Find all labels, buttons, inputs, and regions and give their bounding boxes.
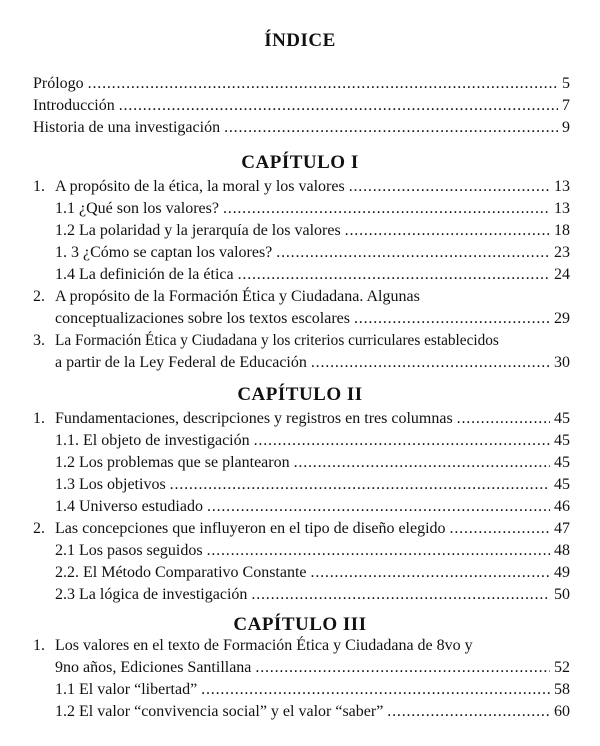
entry-label: 2.3 La lógica de investigación bbox=[55, 586, 248, 603]
toc-entry bbox=[0, 518, 600, 540]
leader-dots bbox=[311, 352, 550, 374]
leader-dots bbox=[450, 518, 550, 540]
toc-entry bbox=[0, 308, 600, 330]
toc-entry bbox=[0, 584, 600, 606]
entry-label: A propósito de la ética, la moral y los valores bbox=[55, 178, 345, 195]
toc-entry bbox=[0, 562, 600, 584]
toc-entry bbox=[0, 352, 600, 374]
leader-dots bbox=[223, 198, 550, 220]
toc-entry bbox=[0, 176, 600, 198]
entry-number: 1. bbox=[33, 637, 45, 654]
page-number: 47 bbox=[554, 520, 570, 537]
leader-dots bbox=[345, 220, 550, 242]
entry-label: Fundamentaciones, descripciones y registros en tres columnas bbox=[55, 410, 453, 427]
leader-dots bbox=[224, 117, 558, 139]
toc-entry-line bbox=[0, 286, 600, 308]
leader-dots bbox=[294, 452, 550, 474]
entry-label: 1.4 La definición de la ética bbox=[55, 266, 234, 283]
entry-label: Prólogo bbox=[33, 75, 84, 92]
entry-label: 1.2 La polaridad y la jerarquía de los valores bbox=[55, 222, 341, 239]
page-number: 7 bbox=[562, 97, 570, 114]
toc-entry bbox=[0, 452, 600, 474]
page-number: 45 bbox=[554, 410, 570, 427]
page-number: 5 bbox=[562, 75, 570, 92]
page-number: 45 bbox=[554, 476, 570, 493]
page-number: 46 bbox=[554, 498, 570, 515]
page-title: ÍNDICE bbox=[264, 30, 336, 51]
leader-dots bbox=[207, 540, 550, 562]
toc-entry bbox=[0, 264, 600, 286]
entry-label: 2.2. El Método Comparativo Constante bbox=[55, 564, 307, 581]
leader-dots bbox=[311, 562, 550, 584]
page-number: 13 bbox=[554, 178, 570, 195]
chapter-heading: CAPÍTULO II bbox=[237, 384, 363, 405]
toc-entry bbox=[0, 198, 600, 220]
leader-dots bbox=[349, 176, 550, 198]
entry-number: 2. bbox=[33, 288, 45, 305]
toc-entry-historia bbox=[0, 117, 600, 139]
chapter-heading: CAPÍTULO III bbox=[233, 614, 367, 635]
page-number: 60 bbox=[554, 703, 570, 720]
entry-label: Los valores en el texto de Formación Ética y Ciudadana de 8vo y bbox=[55, 637, 473, 654]
toc-entry bbox=[0, 408, 600, 430]
toc-entry-line bbox=[0, 330, 600, 352]
page-number: 23 bbox=[554, 244, 570, 261]
toc-entry bbox=[0, 540, 600, 562]
chapter-heading: CAPÍTULO I bbox=[241, 152, 359, 173]
entry-label: 9no años, Ediciones Santillana bbox=[55, 659, 252, 676]
leader-dots bbox=[119, 95, 558, 117]
page-number: 18 bbox=[554, 222, 570, 239]
leader-dots bbox=[170, 474, 550, 496]
toc-entry bbox=[0, 657, 600, 679]
page-number: 49 bbox=[554, 564, 570, 581]
leader-dots bbox=[254, 430, 550, 452]
leader-dots bbox=[276, 242, 550, 264]
page-number: 29 bbox=[554, 310, 570, 327]
page-number: 30 bbox=[554, 354, 570, 371]
toc-entry bbox=[0, 242, 600, 264]
leader-dots bbox=[201, 679, 550, 701]
toc-entry-introduccion bbox=[0, 95, 600, 117]
page-number: 45 bbox=[554, 432, 570, 449]
page-number: 24 bbox=[554, 266, 570, 283]
entry-label: 2.1 Los pasos seguidos bbox=[55, 542, 203, 559]
page-number: 52 bbox=[554, 659, 570, 676]
entry-label: A propósito de la Formación Ética y Ciudadana. Algunas bbox=[55, 288, 420, 305]
page-number: 58 bbox=[554, 681, 570, 698]
leader-dots bbox=[457, 408, 550, 430]
leader-dots bbox=[387, 701, 550, 723]
toc-entry bbox=[0, 701, 600, 723]
toc-entry bbox=[0, 220, 600, 242]
entry-label: Historia de una investigación bbox=[33, 119, 221, 136]
entry-label: 1.3 Los objetivos bbox=[55, 476, 166, 493]
toc-entry bbox=[0, 430, 600, 452]
leader-dots bbox=[255, 657, 550, 679]
entry-label: Introducción bbox=[33, 97, 115, 114]
entry-label: 1.4 Universo estudiado bbox=[55, 498, 203, 515]
toc-entry-prologo bbox=[0, 73, 600, 95]
page-number: 9 bbox=[562, 119, 570, 136]
entry-label: 1.1 El valor “libertad” bbox=[55, 681, 198, 698]
entry-number: 1. bbox=[33, 178, 45, 195]
leader-dots bbox=[354, 308, 550, 330]
leader-dots bbox=[251, 584, 550, 606]
entry-label: a partir de la Ley Federal de Educación bbox=[55, 354, 307, 371]
entry-label: Las concepciones que influyeron en el tipo de diseño elegido bbox=[55, 520, 446, 537]
page-number: 48 bbox=[554, 542, 570, 559]
page-number: 45 bbox=[554, 454, 570, 471]
entry-label: La Formación Ética y Ciudadana y los criterios curriculares establecidos bbox=[55, 332, 499, 349]
entry-label: 1.1. El objeto de investigación bbox=[55, 432, 250, 449]
entry-label: 1. 3 ¿Cómo se captan los valores? bbox=[55, 244, 273, 261]
leader-dots bbox=[207, 496, 550, 518]
leader-dots bbox=[238, 264, 550, 286]
toc-entry bbox=[0, 474, 600, 496]
entry-label: 1.2 El valor “convivencia social” y el valor “saber” bbox=[55, 703, 384, 720]
entry-number: 2. bbox=[33, 520, 45, 537]
toc-entry bbox=[0, 679, 600, 701]
toc-entry bbox=[0, 496, 600, 518]
entry-number: 3. bbox=[33, 332, 45, 349]
page-number: 50 bbox=[554, 586, 570, 603]
leader-dots bbox=[88, 73, 558, 95]
entry-label: 1.2 Los problemas que se plantearon bbox=[55, 454, 290, 471]
entry-number: 1. bbox=[33, 410, 45, 427]
page-number: 13 bbox=[554, 200, 570, 217]
entry-label: conceptualizaciones sobre los textos escolares bbox=[55, 310, 350, 327]
entry-label: 1.1 ¿Qué son los valores? bbox=[55, 200, 219, 217]
toc-entry-line bbox=[0, 635, 600, 657]
